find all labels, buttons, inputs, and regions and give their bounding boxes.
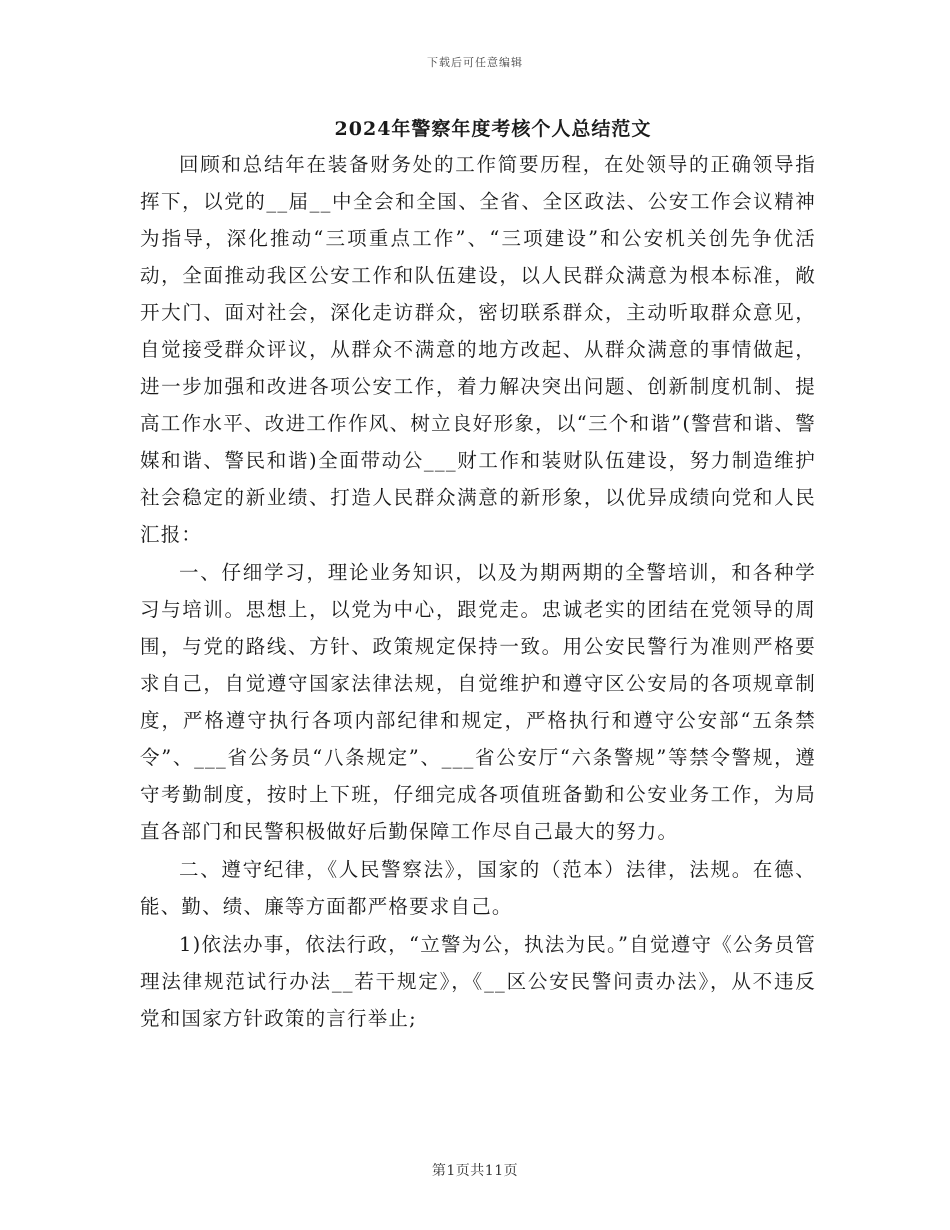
paragraph-item-one: 1)依法办事，依法行政，“立警为公，执法为民。”自觉遵守《公务员管理法律规范试行办法__若干规定》，《__区公安民警问责办法》，从不违反党和国家方针政策的言行举止; — [140, 933, 816, 1030]
paragraph-intro: 回顾和总结年在装备财务处的工作简要历程，在处领导的正确领导指挥下，以党的__届__中全会和全国、全省、全区政法、公安工作会议精神为指导，深化推动“三项重点工作”、“三项建设”和公安机关创先争优活动，全面推动我区公安工作和队伍建设，以人民群众满意为根本标准，敞开大门、面对社会，深化走访群众，密切联系群众，主动听取群众意见，自觉接受群众评议，从群众不满意的地方改起、从群众满意的事情做起，进一步加强和改进各项公安工作，着力解决突出问题、创新制度机制、提高工作水平、改进工作作风、树立良好形象，以“三个和谐”(警营和谐、警媒和谐、警民和谐)全面带动公___财工作和装财队伍建设，努力制造维护社会稳定的新业绩、打造人民群众满意的新形象，以优异成绩向党和人民汇报： — [140, 153, 816, 546]
document-title: 2024年警察年度考核个人总结范文 — [334, 118, 652, 140]
paragraph-section-one: 一、仔细学习，理论业务知识，以及为期两期的全警培训，和各种学习与培训。思想上，以党为中心，跟党走。忠诚老实的团结在党领导的周围，与党的路线、方针、政策规定保持一致。用公安民警行为准则严格要求自己，自觉遵守国家法律法规，自觉维护和遵守区公安局的各项规章制度，严格遵守执行各项内部纪律和规定，严格执行和遵守公安部“五条禁令”、___省公务员“八条规定”、___省公安厅“六条警规”等禁令警规，遵守考勤制度，按时上下班，仔细完成各项值班备勤和公安业务工作，为局直各部门和民警积极做好后勤保障工作尽自己最大的努力。 — [140, 561, 816, 843]
paragraph-section-two: 二、遵守纪律，《人民警察法》，国家的（范本）法律，法规。在德、能、勤、绩、廉等方面都严格要求自己。 — [140, 858, 816, 918]
header-note: 下载后可任意编辑 — [427, 56, 523, 69]
document-body — [140, 146, 816, 1038]
page-footer: 第1页共11页 — [431, 1163, 519, 1179]
